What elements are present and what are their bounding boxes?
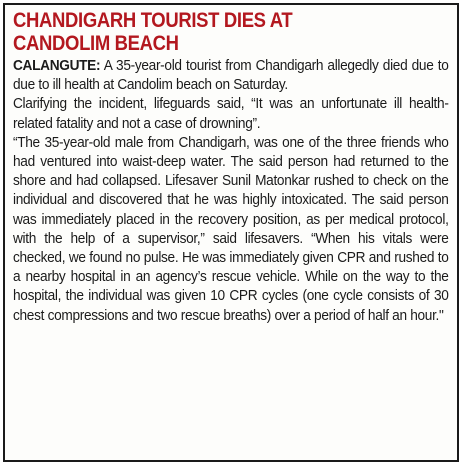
headline (13, 9, 448, 55)
dateline: CALANGUTE: (13, 57, 101, 74)
headline-line-2: CANDOLIM BEACH (13, 31, 179, 55)
paragraph-2: Clarifying the incident, lifeguards said, “It was an unfortunate ill health-related fatality and not a case of drowning”. (13, 95, 449, 132)
paragraph-3: “The 35-year-old male from Chandigarh, was one of the three friends who had ventured into waist-deep water. The said person had returned to the shore and had collapsed. Lifesaver Sunil Matonkar rushed to check on the individual and discovered that he was highly intoxicated. The said person was immediately placed in the recovery position, as per medical protocol, with the help of a supervisor,” said lifesavers. “When his vitals were checked, we found no pulse. He was immediately given CPR and rushed to a nearby hospital in an agency’s rescue vehicle. While on the way to the hospital, the individual was given 10 CPR cycles (one cycle consists of 30 chest compressions and two rescue breaths) over a period of half an hour." (13, 133, 449, 324)
paragraph-1 (13, 56, 449, 94)
article-body (13, 56, 449, 325)
news-clipping (3, 3, 459, 462)
headline-line-1: CHANDIGARH TOURIST DIES AT (13, 8, 293, 32)
paragraph-1-text: A 35-year-old tourist from Chandigarh allegedly died due to due to ill health at Candolim beach on Saturday. (13, 57, 449, 94)
